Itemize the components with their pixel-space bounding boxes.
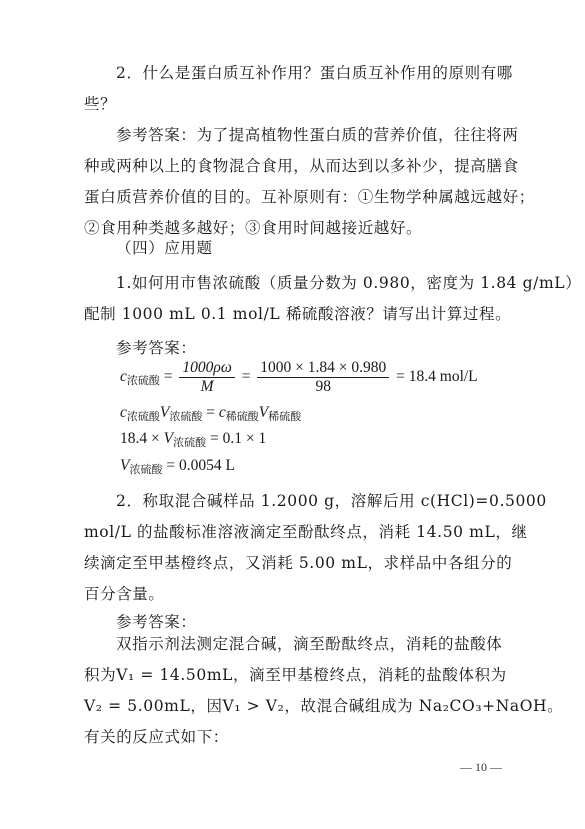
eq4-v: V xyxy=(120,457,130,474)
eq3-postfix: = 0.1 × 1 xyxy=(206,430,267,447)
eq1-c: c xyxy=(120,368,127,385)
eq1-numerator-2: 1000 × 1.84 × 0.980 xyxy=(260,358,387,376)
answer-2-line-2: 种或两种以上的食物混合食用，从而达到以多补少，提高膳食 xyxy=(84,157,519,175)
eq2-v1: V xyxy=(159,404,170,421)
eq1-fraction-2 xyxy=(257,359,389,396)
answer-2-line-4: ②食用种类越多越好；③食用时间越接近越好。 xyxy=(84,219,423,237)
page-number: — 10 — xyxy=(460,760,502,774)
eq2-sub1: 浓硫酸 xyxy=(126,411,160,423)
eq1-equals: = xyxy=(163,368,173,385)
eq1-result: = 18.4 mol/L xyxy=(396,368,478,385)
application-1-line-2: 配制 1000 mL 0.1 mol/L 稀硫酸溶液？请写出计算过程。 xyxy=(84,305,512,323)
eq1-denominator-2: 98 xyxy=(257,377,389,396)
application-2-answer-line-4: 有关的反应式如下： xyxy=(84,728,229,746)
equation-dilution xyxy=(120,402,540,428)
application-2-answer-label: 参考答案： xyxy=(116,613,197,631)
eq2-sub4: 稀硫酸 xyxy=(268,411,302,423)
eq3-v: V xyxy=(163,430,174,447)
eq1-equals-2: = xyxy=(241,368,251,385)
eq2-sub3: 稀硫酸 xyxy=(225,411,259,423)
eq3-sub: 浓硫酸 xyxy=(173,437,207,449)
application-1-answer-label: 参考答案： xyxy=(116,339,197,357)
application-2-answer-line-2: 积为V₁ = 14.50mL，滴至甲基橙终点，消耗的盐酸体积为 xyxy=(84,666,507,684)
eq2-equals: = xyxy=(202,404,219,421)
application-2-line-3: 续滴定至甲基橙终点，又消耗 5.00 mL，求样品中各组分的 xyxy=(84,554,513,572)
eq3-prefix: 18.4 × xyxy=(120,430,164,447)
equation-volume-result xyxy=(120,455,540,481)
application-2-answer-line-3: V₂ = 5.00mL，因V₁ > V₂，故混合碱组成为 Na₂CO₃+NaOH。 xyxy=(84,697,564,715)
eq1-sub: 浓硫酸 xyxy=(126,375,160,387)
equation-substitution xyxy=(120,428,540,454)
eq2-c2: c xyxy=(218,404,226,421)
application-2-line-2: mol/L 的盐酸标准溶液滴定至酚酞终点，消耗 14.50 mL，继 xyxy=(84,523,528,541)
eq2-v2: V xyxy=(258,404,269,421)
section-title: （四）应用题 xyxy=(116,239,213,257)
eq1-numerator-1: 1000ρω xyxy=(182,358,232,376)
eq4-postfix: = 0.0054 L xyxy=(162,457,235,474)
application-2-answer-line-1: 双指示剂法测定混合碱，滴至酚酞终点，消耗的盐酸体 xyxy=(116,635,503,653)
eq1-denominator-1: M xyxy=(179,377,234,396)
eq4-sub: 浓硫酸 xyxy=(129,464,163,476)
question-2-line-1: 2．什么是蛋白质互补作用？蛋白质互补作用的原则有哪 xyxy=(116,64,513,82)
eq1-fraction-1 xyxy=(179,359,234,396)
equation-concentration xyxy=(120,357,540,401)
application-2-line-4: 百分含量。 xyxy=(84,585,165,603)
question-2-line-2: 些？ xyxy=(84,95,117,113)
eq2-c1: c xyxy=(120,404,127,421)
application-1-line-1: 1.如何用市售浓硫酸（质量分数为 0.980，密度为 1.84 g/mL） xyxy=(116,274,582,292)
application-2-line-1: 2．称取混合碱样品 1.2000 g，溶解后用 c(HCl)=0.5000 xyxy=(116,492,547,510)
eq2-sub2: 浓硫酸 xyxy=(169,411,203,423)
answer-2-line-1: 参考答案：为了提高植物性蛋白质的营养价值，往往将两 xyxy=(116,126,519,144)
answer-2-line-3: 蛋白质营养价值的目的。互补原则有：①生物学种属越远越好； xyxy=(84,188,535,206)
